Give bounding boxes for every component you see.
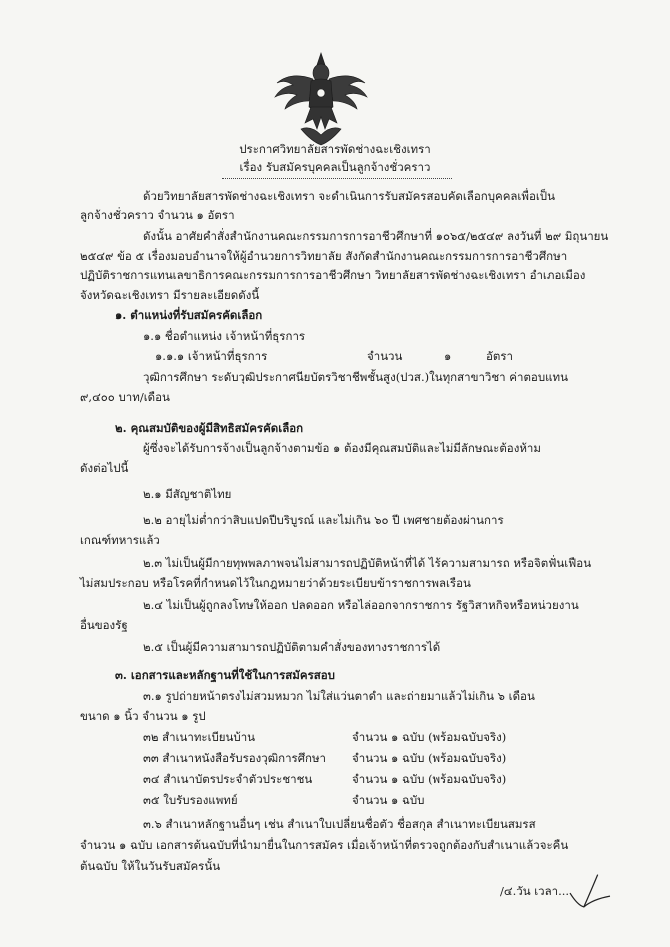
announcement-subject: เรื่อง รับสมัครบุคคลเป็นลูกจ้างชั่วคราว <box>239 159 431 174</box>
doc-label: ๓๓ สำเนาหนังสือรับรองวุฒิการศึกษา <box>143 750 327 765</box>
doc-count: จำนวน ๑ ฉบับ (พร้อมฉบับจริง) <box>352 771 507 786</box>
section-1-count: ๑ <box>444 349 452 364</box>
section-2-item-4-cont: อื่นของรัฐ <box>80 617 128 632</box>
section-1-unit: อัตรา <box>486 349 514 364</box>
doc-label: ๓๒ สำเนาทะเบียนบ้าน <box>143 730 256 745</box>
section-2-item-3: ๒.๓ ไม่เป็นผู้มีกายทุพพลภาพจนไม่สามารถปฏิบัติหน้าที่ได้ ไร้ความสามารถ หรือจิตฟั่นเฟือน <box>143 555 592 570</box>
intro-line-1: ด้วยวิทยาลัยสารพัดช่างฉะเชิงเทรา จะดำเนินการรับสมัครสอบคัดเลือกบุคคลเพื่อเป็น <box>143 188 555 203</box>
section-2-item-2: ๒.๒ อายุไม่ต่ำกว่าสิบแปดปีบริบูรณ์ และไม่เกิน ๖๐ ปี เพศชายต้องผ่านการ <box>143 512 504 527</box>
section-3-item-6-end: ต้นฉบับ ให้ในวันรับสมัครนั้น <box>80 858 221 873</box>
section-3-heading: ๓. เอกสารและหลักฐานที่ใช้ในการสมัครสอบ <box>115 668 335 683</box>
announcement-title: ประกาศวิทยาลัยสารพัดช่างฉะเชิงเทรา <box>239 142 431 157</box>
section-2-item-2-cont: เกณฑ์ทหารแล้ว <box>80 533 160 548</box>
section-1-count-label: จำนวน <box>367 349 403 364</box>
section-2-item-3-cont: ไม่สมประกอบ หรือโรคที่กำหนดไว้ในกฎหมายว่าด้วยระเบียบข้าราชการพลเรือน <box>80 575 471 590</box>
section-2-item-1: ๒.๑ มีสัญชาติไทย <box>143 486 232 501</box>
section-3-item-6: ๓.๖ สำเนาหลักฐานอื่นๆ เช่น สำเนาใบเปลี่ยนชื่อตัว ชื่อสกุล สำเนาทะเบียนสมรส <box>143 816 536 831</box>
section-1-qualification: วุฒิการศึกษา ระดับวุฒิประกาศนียบัตรวิชาชีพชั้นสูง(ปวส.)ในทุกสาขาวิชา ค่าตอบแทน <box>143 369 568 384</box>
doc-count: จำนวน ๑ ฉบับ <box>352 792 425 807</box>
section-2-intro-cont: ดังต่อไปนี้ <box>80 461 129 476</box>
intro-line-2: ลูกจ้างชั่วคราว จำนวน ๑ อัตรา <box>80 208 235 223</box>
section-3-item-1-cont: ขนาด ๑ นิ้ว จำนวน ๑ รูป <box>80 708 206 723</box>
doc-label: ๓๔ สำเนาบัตรประจำตัวประชาชน <box>143 771 313 786</box>
intro-line-5: ปฏิบัติราชการแทนเลขาธิการคณะกรรมการการอาชีวศึกษา วิทยาลัยสารพัดช่างฉะเชิงเทรา อำเภอเมือง <box>80 268 586 283</box>
doc-count: จำนวน ๑ ฉบับ (พร้อมฉบับจริง) <box>352 730 507 745</box>
section-2-item-4: ๒.๔ ไม่เป็นผู้ถูกลงโทษให้ออก ปลดออก หรือไล่ออกจากราชการ รัฐวิสาหกิจหรือหน่วยงาน <box>143 597 579 612</box>
intro-line-4: ๒๕๔๙ ข้อ ๕ เรื่องมอบอำนาจให้ผู้อำนวยการวิทยาลัย สังกัดสำนักงานคณะกรรมการการอาชีวศึกษา <box>80 248 568 263</box>
intro-line-3: ดังนั้น อาศัยคำสั่งสำนักงานคณะกรรมการการอาชีวศึกษาที่ ๑๐๖๕/๒๕๔๙ ลงวันที่ ๒๙ มิถุนายน <box>143 228 609 243</box>
section-3-item-1: ๓.๑ รูปถ่ายหน้าตรงไม่สวมหมวก ไม่ใส่แว่นตาดำ และถ่ายมาแล้วไม่เกิน ๖ เดือน <box>143 689 535 704</box>
section-1-heading: ๑. ตำแหน่งที่รับสมัครคัดเลือก <box>115 308 263 323</box>
section-2-heading: ๒. คุณสมบัติของผู้มีสิทธิสมัครคัดเลือก <box>115 420 304 435</box>
page-continuation: /๔.วัน เวลา... <box>500 883 570 898</box>
section-2-intro: ผู้ซึ่งจะได้รับการจ้างเป็นลูกจ้างตามข้อ ๑ ต้องมีคุณสมบัติและไม่มีลักษณะต้องห้าม <box>143 441 541 456</box>
section-1-item-label: ๑.๑.๑ เจ้าหน้าที่ธุรการ <box>155 349 268 364</box>
doc-label: ๓๕ ใบรับรองแพทย์ <box>143 792 238 807</box>
section-3-item-6-cont: จำนวน ๑ ฉบับ เอกสารต้นฉบับที่นำมายื่นในการสมัคร เมื่อเจ้าหน้าที่ตรวจถูกต้องกับสำเนาแล้วจะคืน <box>80 837 569 852</box>
section-1-salary: ๙,๔๐๐ บาท/เดือน <box>80 389 170 404</box>
section-1-position: ๑.๑ ชื่อตำแหน่ง เจ้าหน้าที่ธุรการ <box>143 328 306 343</box>
section-2-item-5: ๒.๕ เป็นผู้มีความสามารถปฏิบัติตามคำสั่งของทางราชการได้ <box>143 640 441 654</box>
intro-line-6: จังหวัดฉะเชิงเทรา มีรายละเอียดดังนี้ <box>80 288 260 303</box>
doc-count: จำนวน ๑ ฉบับ (พร้อมฉบับจริง) <box>352 750 507 765</box>
